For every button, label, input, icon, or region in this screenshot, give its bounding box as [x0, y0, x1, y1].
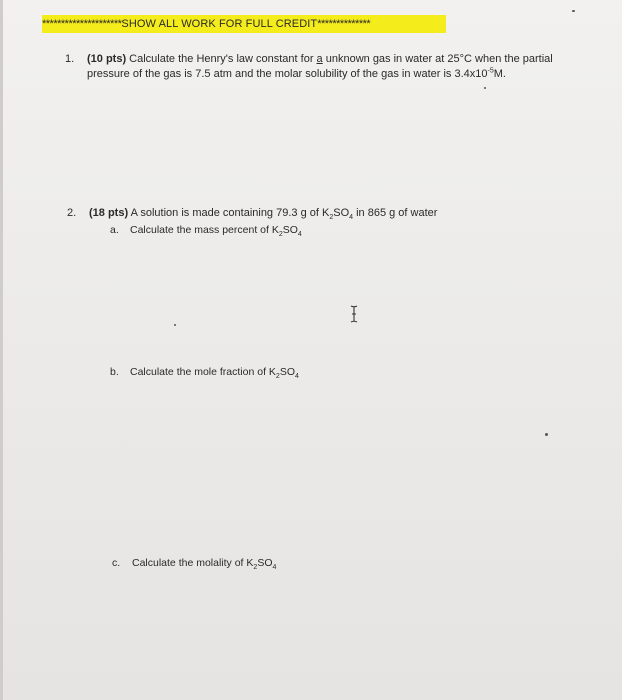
paper-speck [572, 10, 575, 12]
part-c-mid: SO [257, 557, 273, 569]
part-c-subscript-1: 2 [253, 564, 258, 572]
part-a-text: Calculate the mass percent of K [130, 224, 279, 236]
part-c-text: Calculate the molality of K [132, 557, 254, 569]
part-b-mid: SO [279, 366, 295, 378]
part-a-label: a. [110, 224, 119, 236]
question-1-number: 1. [65, 53, 75, 65]
part-b-subscript-1: 2 [275, 373, 280, 381]
question-2-number: 2. [67, 207, 77, 219]
part-a-subscript-2: 4 [297, 231, 302, 239]
question-2-line-1 [89, 206, 437, 221]
question-1-line-1 [87, 52, 553, 67]
question-1-points: (10 pts) [87, 53, 127, 65]
part-a [110, 223, 302, 237]
banner-text: SHOW ALL WORK FOR FULL CREDIT [121, 18, 318, 30]
question-1-line-2 [87, 67, 506, 82]
part-b-subscript-2: 4 [295, 373, 299, 381]
question-2-subscript-1: 2 [329, 214, 334, 222]
question-1-text-a: Calculate the Henry's law constant for [126, 53, 317, 65]
part-a-subscript-1: 2 [278, 231, 283, 239]
part-c-subscript-2: 4 [272, 564, 277, 572]
instructions-banner [42, 15, 446, 33]
part-b [110, 365, 299, 379]
part-c [112, 556, 276, 570]
part-a-mid: SO [282, 224, 298, 236]
paper-speck [545, 433, 548, 436]
part-c-label: c. [112, 557, 121, 569]
paper-speck [174, 324, 176, 326]
question-1-line-2-text: pressure of the gas is 7.5 atm and the molar solubility of the gas in water is 3.4x10 [87, 68, 488, 80]
question-2-text-c: in 865 g of water [353, 207, 438, 219]
question-1-exponent: -5 [487, 67, 494, 75]
question-2-text-a: A solution is made containing 79.3 g of K [128, 207, 330, 219]
banner-stars-left: ********************* [42, 18, 122, 30]
part-b-label: b. [110, 366, 119, 378]
part-b-text: Calculate the mole fraction of K [130, 366, 276, 378]
question-2-text-b: SO [333, 207, 350, 219]
question-1-underlined-word: a [316, 53, 323, 65]
question-2-subscript-2: 4 [349, 214, 354, 222]
text-cursor-icon [349, 305, 359, 323]
question-1-line-2-end: M. [493, 68, 506, 80]
question-2-points: (18 pts) [89, 207, 129, 219]
paper-speck [484, 87, 486, 89]
question-1-text-b: unknown gas in water at 25°C when the partial [322, 53, 553, 65]
page-edge [0, 0, 3, 700]
banner-stars-right: ************** [317, 18, 371, 30]
